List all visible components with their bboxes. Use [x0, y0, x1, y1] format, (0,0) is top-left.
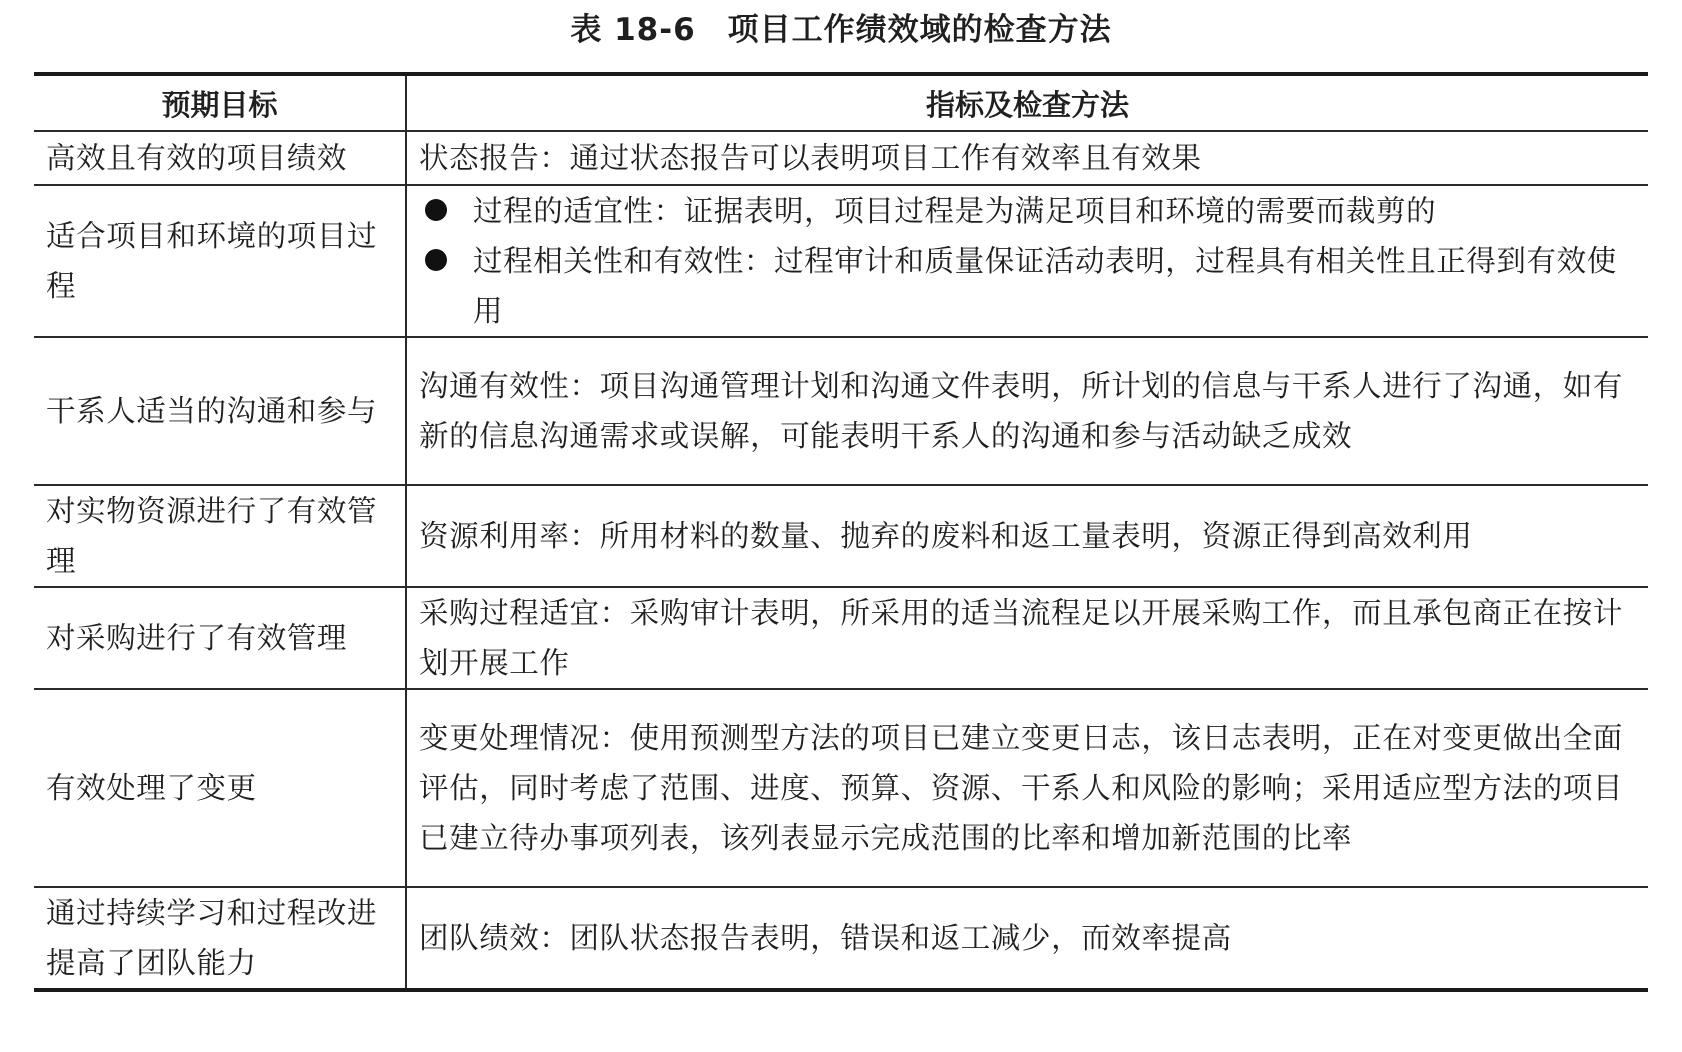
- goal-cell: 通过持续学习和过程改进提高了团队能力: [34, 887, 406, 990]
- table-row: [34, 337, 1648, 485]
- goal-cell: 适合项目和环境的项目过程: [34, 185, 406, 337]
- method-cell: 变更处理情况：使用预测型方法的项目已建立变更日志，该日志表明，正在对变更做出全面评估，同时考虑了范围、进度、预算、资源、干系人和风险的影响；采用适应型方法的项目已建立待办事项列表，该列表显示完成范围的比率和增加新范围的比率: [419, 721, 1624, 855]
- bullet-text: 过程的适宜性：证据表明，项目过程是为满足项目和环境的需要而裁剪的: [473, 194, 1437, 228]
- table-row: [34, 185, 1648, 337]
- goal-cell: 有效处理了变更: [34, 689, 406, 887]
- bullet-dot-icon: [425, 199, 447, 221]
- header-goal: 预期目标: [34, 74, 406, 131]
- list-item: [419, 236, 1638, 336]
- list-item: [419, 186, 1638, 236]
- table-header-row: [34, 74, 1648, 131]
- method-cell: 沟通有效性：项目沟通管理计划和沟通文件表明，所计划的信息与干系人进行了沟通，如有新的信息沟通需求或误解，可能表明干系人的沟通和参与活动缺乏成效: [419, 369, 1624, 453]
- goal-cell: 高效且有效的项目绩效: [34, 131, 406, 185]
- method-cell: 状态报告：通过状态报告可以表明项目工作有效率且有效果: [419, 141, 1202, 175]
- table-row: [34, 887, 1648, 990]
- bullet-text: 过程相关性和有效性：过程审计和质量保证活动表明，过程具有相关性且正得到有效使用: [473, 244, 1617, 328]
- goal-cell: 对实物资源进行了有效管理: [34, 485, 406, 587]
- method-cell: 采购过程适宜：采购审计表明，所采用的适当流程足以开展采购工作，而且承包商正在按计划开展工作: [419, 596, 1624, 680]
- table-row: [34, 485, 1648, 587]
- bullet-list: [419, 186, 1638, 336]
- table-title: 表 18-6 项目工作绩效域的检查方法: [570, 12, 1112, 48]
- table-row: [34, 689, 1648, 887]
- bullet-dot-icon: [425, 249, 447, 271]
- method-cell: 团队绩效：团队状态报告表明，错误和返工减少，而效率提高: [419, 921, 1232, 955]
- method-cell: [406, 185, 1648, 337]
- table-row: [34, 131, 1648, 185]
- goal-cell: 干系人适当的沟通和参与: [34, 337, 406, 485]
- goal-cell: 对采购进行了有效管理: [34, 587, 406, 689]
- header-method: 指标及检查方法: [925, 87, 1129, 122]
- method-cell: 资源利用率：所用材料的数量、抛弃的废料和返工量表明，资源正得到高效利用: [419, 519, 1473, 553]
- table-row: [34, 587, 1648, 689]
- inspection-methods-table: [34, 72, 1648, 992]
